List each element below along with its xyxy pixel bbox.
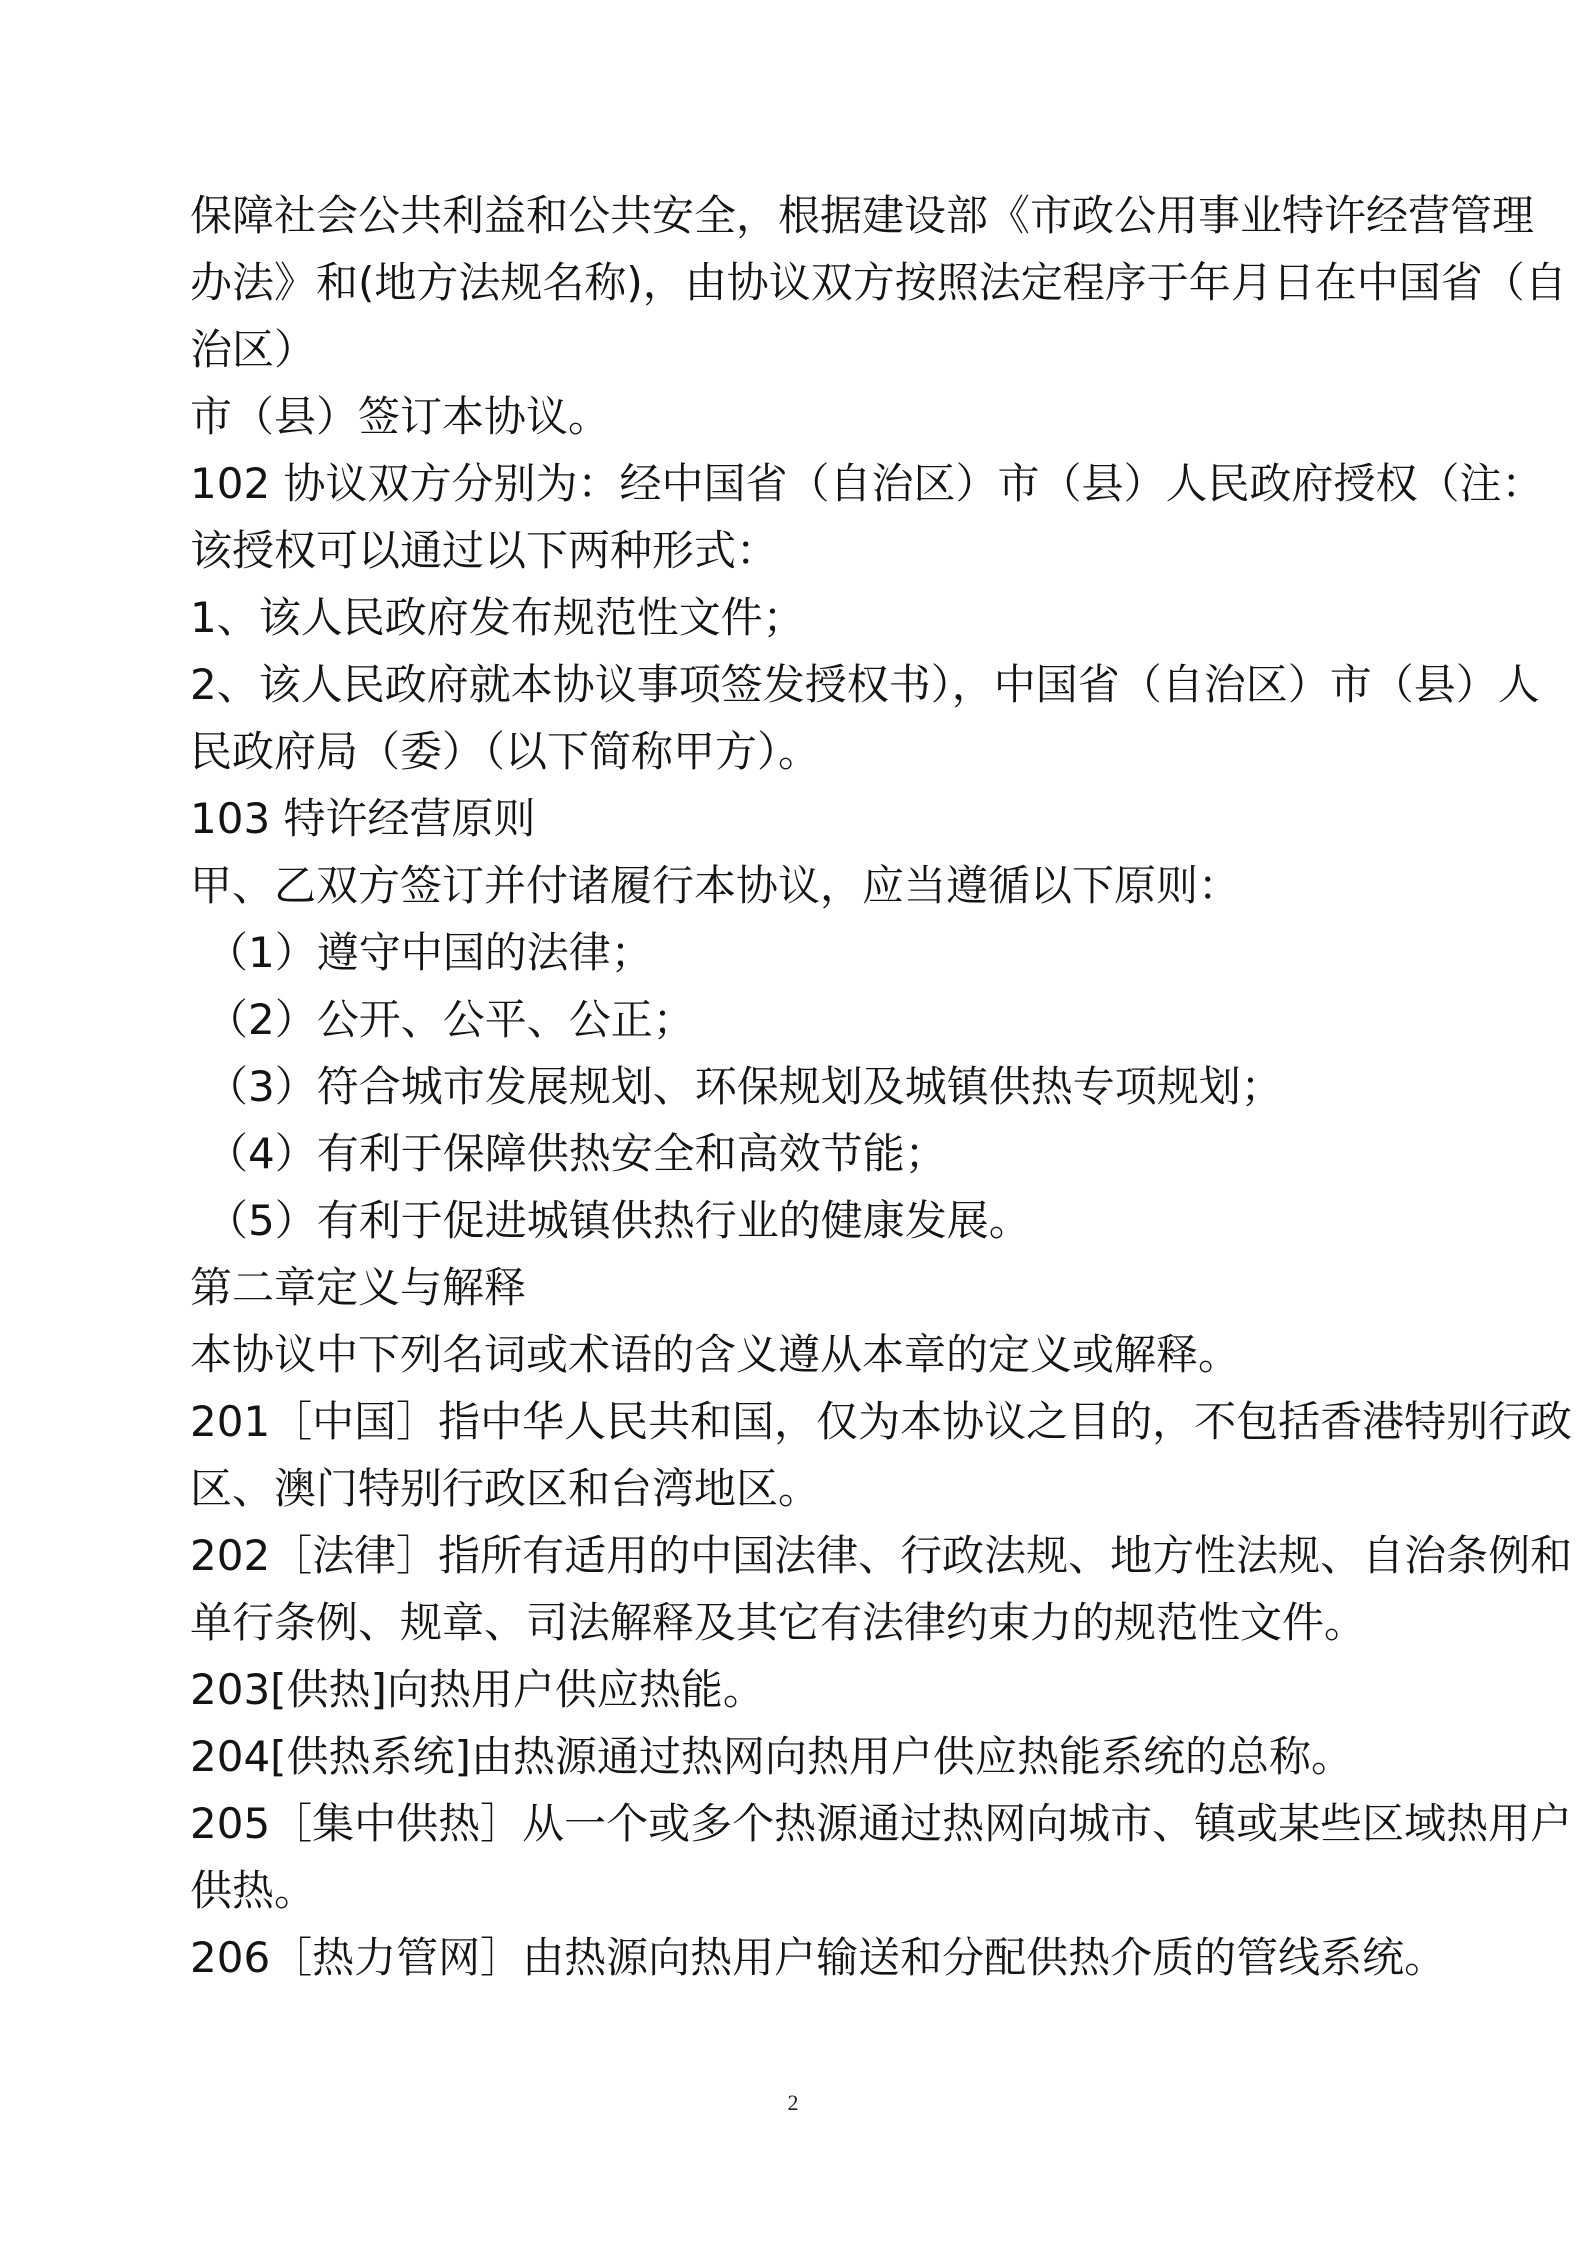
list-item: （5）有利于促进城镇供热行业的健康发展。 [206,1196,1031,1245]
text-line: 治区） [190,325,317,374]
definition-line: 供热。 [190,1866,317,1915]
text-line: 1、该人民政府发布规范性文件； [190,593,805,642]
definition-line: 206［热力管网］由热源向热用户输送和分配供热介质的管线系统。 [190,1933,1447,1982]
definition-line: 204[供热系统]由热源通过热网向热用户供应热能系统的总称。 [190,1732,1353,1781]
text-line: 民政府局（委）（以下简称甲方）。 [190,727,821,776]
text-line: 甲、乙双方签订并付诸履行本协议，应当遵循以下原则： [190,861,1241,910]
chapter-heading: 第二章定义与解释 [190,1263,527,1312]
list-item: （1）遵守中国的法律； [206,928,653,977]
list-item: （4）有利于保障供热安全和高效节能； [206,1129,947,1178]
section-heading: 103 特许经营原则 [190,794,536,843]
page-number: 2 [787,2090,799,2115]
text-line: 该授权可以通过以下两种形式： [190,526,779,575]
definition-line: 区、澳门特别行政区和台湾地区。 [190,1464,821,1513]
list-item: （3）符合城市发展规划、环保规划及城镇供热专项规划； [206,1062,1283,1111]
text-line: 102 协议双方分别为：经中国省（自治区）市（县）人民政府授权（注： [190,459,1544,508]
text-line: 本协议中下列名词或术语的含义遵从本章的定义或解释。 [190,1330,1241,1379]
document-body [190,182,1573,1991]
text-line: 办法》和(地方法规名称)，由协议双方按照法定程序于年月日在中国省（自 [190,258,1567,307]
list-item: （2）公开、公平、公正； [206,995,695,1044]
text-line: 市（县）签订本协议。 [190,392,611,441]
definition-line: 201［中国］指中华人民共和国，仅为本协议之目的，不包括香港特别行政 [190,1397,1573,1446]
definition-line: 单行条例、规章、司法解释及其它有法律约束力的规范性文件。 [190,1598,1367,1647]
definition-line: 205［集中供热］从一个或多个热源通过热网向城市、镇或某些区域热用户 [190,1799,1573,1848]
definition-line: 203[供热]向热用户供应热能。 [190,1665,765,1714]
text-line: 2、该人民政府就本协议事项签发授权书），中国省（自治区）市（县）人 [190,660,1540,709]
text-line: 保障社会公共利益和公共安全，根据建设部《市政公用事业特许经营管理 [190,191,1535,240]
definition-line: 202［法律］指所有适用的中国法律、行政法规、地方性法规、自治条例和 [190,1531,1573,1580]
